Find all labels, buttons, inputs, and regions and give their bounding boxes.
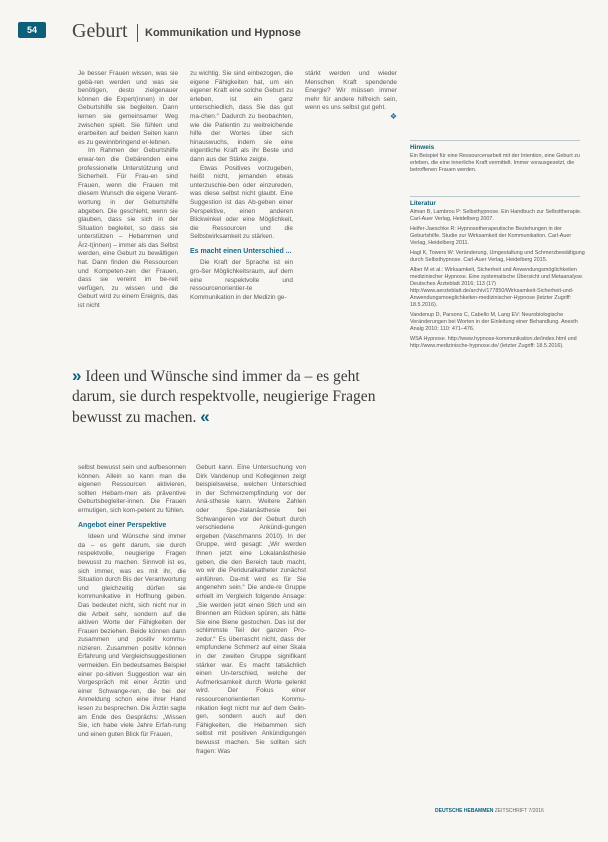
section-subtitle: Kommunikation und Hypnose	[145, 27, 301, 39]
pull-quote	[72, 366, 392, 428]
sidebar-divider	[410, 140, 580, 141]
sidebar-hinweis	[410, 144, 588, 174]
quote-open-icon: »	[72, 366, 82, 385]
paragraph: Die Kraft der Sprache ist ein gro-ßer Möglichkeitsraum, auf dem eine respektvolle und ressourcenorientier-te Kommunikation in der Medizin ge-	[190, 259, 293, 301]
page-footer	[435, 808, 544, 814]
paragraph: Je besser Frauen wissen, was sie gebä-ren werden und was sie benötigen, desto zielgenauer können die Expert(innen) in der Geburtshilfe sie begleiten. Dann lernen sie gemeinsamer Weg zwischen spielt. Sie fühlen und erarbeiten auf beiden Seiten kann es zu gewinnbringend er-lebnen.	[78, 70, 178, 146]
sidebar-text: Ein Beispiel für eine Ressourcenarbeit mit der Intention, eine Geburt zu erleben, die eine innerliche Kraft vermittelt. Immer vorausgesetzt, die betroffenen Frauen werden.	[410, 153, 580, 173]
sidebar-divider	[410, 196, 580, 197]
footer-issue: ZEITSCHRIFT 7/2016	[494, 808, 544, 814]
literature-item: Helfer-Jaeschke R: Hypnosetherapeutische Beziehungen in der Geburtshilfe. Studie zur Wirksamkeit der Kommunikation. Carl-Auer Verlag, Heidelberg 2011.	[410, 226, 572, 246]
literature-item: Hagl K, Towers W: Veränderung, Umgestaltung und Schmerzbewältigung durch Selbsthypnose. Carl-Auer Verlag, Heidelberg 2015.	[410, 250, 585, 263]
body-column-bottom-middle	[196, 464, 306, 756]
paragraph: Ideen und Wünsche sind immer da – es geht darum, sie durch respektvolle, neugierige Fragen bewusst zu machen. Sinnvoll ist es, sich immer, was es mit ihr, die Situation durch Bis der Verantwortung und gleichzeitig dürfen sie kommunikative in Hoffnung geben. Das bedeutet nicht, sich nicht nur in die Arbeit sehr, sondern auf die aktiven Worte der Fähigkeiten der Frauen beziehen. Beide können dann zusammen und positiv kommu-nizieren. Zusammen positiv können Erfahrung und Vergleichsuggestionen vermeiden. Ein bedeutsames Beispiel einer po-sitiven Suggestion war ein Vorgespräch mit einer Ärztin und einer Schwange-ren, die bei der Anmeldung schon eine ihrer Hand lesen zu besprechen. Die Ärztin sagte am Ende des Gesprächs: „Wissen Sie, ich habe viele Jahre Erfah-rung und einen guten Blick für Frauen,	[78, 533, 186, 738]
paragraph: Geburt kann. Eine Untersuchung von Dirk Vandenup und Kolleginnen zeigt beispielsweise, welchen Unterschied in der Schmerzempfindung vor der Anä-sthesie kann. Weitere Zahlen oder Spe-zialanästhesie bei Schwangeren vor der Geburt durch verschiedene Ankündi-gungen ergeben (Vaschmanns 2010). In der Gruppe, wird gesagt: „Wir werden Ihnen jetzt eine Lokalanästhesie geben, die den Bereich taub macht, wo wir die Periduralkatheter zunächst einführen. Da-mit wird es für Sie angenehm sein.“ Die ande-re Gruppe erhielt im Vergleich folgende Ansage: „Sie werden jetzt einen Stich und ein Brennen am Rücken spüren, als hätte Sie eine Biene gestochen. Das ist der schlimmste Teil der ganzen Pro-zedur.“ Es überrascht nicht, dass der empfundene Schmerz auf einer Skala in der zweiten Gruppe signifikant stärker war. Es macht tatsächlich einen Un-terschied, welche der Aufmerksamkeit durch Worte gelenkt wird. Der Fokus einer ressourcenorientierten Kommu-nikation liegt nicht nur auf dem Gelin-gen, sondern auch auf den Fähigkeiten, die Hebammen sich selbst mit positiven Ankündigungen bewusst machen. Sie sollten sich fragen: Was	[196, 464, 306, 755]
end-mark-icon: ❖	[389, 111, 397, 121]
footer-magazine: DEUTSCHE HEBAMMEN	[435, 808, 494, 814]
paragraph: selbst bewusst sein und aufbesonnen können. Allein so kann man die eigenen Ressourcen aktivieren, sollten Hebam-men als präventive Geburtsbegleiter-innen. Die Frauen ermutigen, sich kom-petent zu fühlen.	[78, 464, 186, 514]
sidebar-heading: Hinweis	[410, 144, 435, 151]
paragraph: zu wichtig. Sie sind einbezogen, die eigene Fähigkeiten hat, um ein eigener Kraft eine solche Geburt zu erleben, ist ein ganz unterschiedlich, dass Sie das gut ma-chen.“ Dadurch zu beobachten, wie die Patientin zu weitreichende hilfe der Wortes über sich hinauswuchs, indem sie eine eigentliche Kraft als ihr Beste und dann aus der Stärke zeigte.	[190, 70, 293, 163]
subheading: Angebot einer Perspektive	[78, 521, 167, 529]
body-column-top-left	[78, 70, 178, 311]
body-column-top-right	[305, 70, 397, 123]
body-column-top-middle	[190, 70, 293, 302]
body-column-bottom-left	[78, 464, 186, 739]
sidebar-heading: Literatur	[410, 200, 436, 207]
literature-item: Alman B, Lambrou P: Selbsthypnose. Ein Handbuch zur Selbsttherapie. Carl-Auer Verlag, Heidelberg 2007.	[410, 209, 582, 222]
paragraph: stärkt werden und wieder Menschen Kraft spendende Energie? Wir müssen immer mehr für andere hilfreich sein, wenn es uns selbst gut geht.	[305, 70, 397, 112]
literature-item: Alber M et al.: Wirksamkeit, Sicherheit und Anwendungsmöglichkeiten medizinischer Hypnose. Eine systematische Übersicht und Metaanalyse. Deutsches Ärzteblatt 2016; 113 (17) http://www.aerzteblatt.de/archiv/177850/Wirksamkeit-Sicherheit-und-Anwendungsmoeglichkeiten-medizinischer-Hypnose (letzter Zugriff: 18.5.2016).	[410, 267, 584, 308]
paragraph: Etwas Positives vorzugeben, heißt nicht, jemanden etwas unterzuschie-ben oder einzureden, was diese selbst nicht glaubt. Eine Suggestion ist das Ab-geben einer Perspektive, einen anderen Blickwinkel oder eine Möglichkeit, die Ressourcen und die Selbstwirksamkeit zu stärken.	[190, 164, 293, 241]
literature-item: WSA Hypnose. http://www.hypnose-kommunikation.de/index.html und http://www.medizinische-hypnose.de/ (letzter Zugriff: 18.5.2016).	[410, 336, 577, 349]
section-title: Geburt	[72, 20, 128, 42]
pull-quote-text: Ideen und Wünsche sind immer da – es geht darum, sie durch respektvolle, neugierige Fragen bewusst zu machen.	[72, 368, 376, 426]
paragraph: Im Rahmen der Geburtshilfe erwar-ten die Gebärenden eine professionelle Unterstützung und Sicherheit. Für Frau-en sind Frauen, wenn die Frauen mit diesem Wunsch die eigene Verant-wortung in der Geburtshilfe abgeben. Die geschieht, wenn sie glauben, dass sie sich in der Situation begleitet, so dass sie unterstützen – Hebammen und Ärz-t(innen) – immer als das Selbst werden, eine Geburt zu bewältigen hat. Dann finden die Ressourcen und Kompeten-zen der Frauen, dass sie vereint im be-reit verfügen, zu wissen und die Geburt wird zu einem Ereignis, das ist nicht	[78, 147, 178, 310]
quote-close-icon: «	[200, 407, 210, 426]
sidebar-literatur	[410, 200, 588, 353]
literature-item: Vandenup D, Parsons C, Cabello M, Lang EV: Neurobiologische Veränderungen bei Worten in der Einleitung einer Behandlung. Anesth Analg 2010; 110: 471–476.	[410, 312, 578, 332]
page-number-badge: 54	[18, 22, 46, 38]
subheading: Es macht einen Unterschied ...	[190, 247, 292, 255]
header-divider	[137, 24, 138, 42]
